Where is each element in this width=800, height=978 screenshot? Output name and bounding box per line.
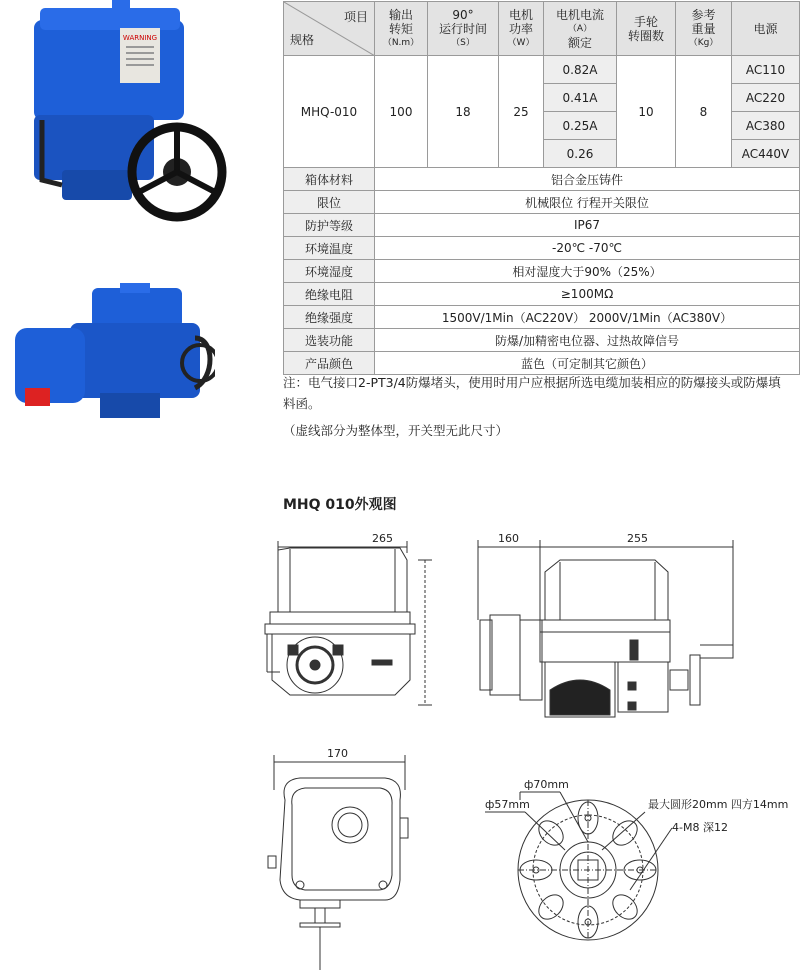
prop-label: 环境温度 xyxy=(284,237,375,260)
cell-model: MHQ-010 xyxy=(284,56,375,168)
cell-current: 0.25A xyxy=(544,112,617,140)
header-model: 规格 xyxy=(290,33,315,47)
prop-label: 箱体材料 xyxy=(284,168,375,191)
prop-label: 产品颜色 xyxy=(284,352,375,375)
bottom-view xyxy=(268,755,408,970)
warning-label-text: WARNING xyxy=(122,34,158,42)
cell-power: 25 xyxy=(499,56,544,168)
prop-value: 1500V/1Min（AC220V） 2000V/1Min（AC380V） xyxy=(375,306,800,329)
cell-current: 0.41A xyxy=(544,84,617,112)
prop-value: 机械限位 行程开关限位 xyxy=(375,191,800,214)
header-weight: 参考 重量 （Kg） xyxy=(676,2,732,56)
cell-weight: 8 xyxy=(676,56,732,168)
note-dashed: （虚线部分为整体型，开关型无此尺寸） xyxy=(283,423,509,438)
cell-current: 0.82A xyxy=(544,56,617,84)
cell-supply: AC110 xyxy=(732,56,800,84)
dim-side-right: 255 xyxy=(627,532,648,545)
dim-side-left: 160 xyxy=(498,532,519,545)
prop-label: 绝缘强度 xyxy=(284,306,375,329)
dim-bottom-width: 170 xyxy=(327,747,348,760)
dim-max-circle: 最大圆形20mm 四方14mm xyxy=(648,798,789,811)
prop-value: ≥100MΩ xyxy=(375,283,800,306)
header-run-time: 90° 运行时间 （S） xyxy=(428,2,499,56)
cell-supply: AC220 xyxy=(732,84,800,112)
front-view xyxy=(265,541,432,705)
prop-label: 防护等级 xyxy=(284,214,375,237)
drawing-title: MHQ 010外观图 xyxy=(283,497,397,513)
prop-label: 环境湿度 xyxy=(284,260,375,283)
prop-value: IP67 xyxy=(375,214,800,237)
header-torque: 输出 转矩 （N.m） xyxy=(375,2,428,56)
note-connector: 注：电气接口2-PT3/4防爆堵头，使用时用户应根据所选电缆加装相应的防爆接头或防爆填料函。 xyxy=(283,375,781,411)
dim-phi70: ф70mm xyxy=(524,778,569,791)
header-item: 项目 xyxy=(343,10,368,24)
cell-current: 0.26 xyxy=(544,140,617,168)
prop-value: 铝合金压铸件 xyxy=(375,168,800,191)
prop-label: 绝缘电阻 xyxy=(284,283,375,306)
dim-bolts: 4-M8 深12 xyxy=(672,821,728,834)
flange-view xyxy=(485,792,672,940)
prop-label: 选装功能 xyxy=(284,329,375,352)
header-supply: 电源 xyxy=(732,2,800,56)
prop-value: 相对湿度大于90%（25%） xyxy=(375,260,800,283)
prop-value: -20℃ -70℃ xyxy=(375,237,800,260)
dim-phi57: ф57mm xyxy=(485,798,530,811)
prop-label: 限位 xyxy=(284,191,375,214)
cell-torque: 100 xyxy=(375,56,428,168)
header-power: 电机 功率 （W） xyxy=(499,2,544,56)
dim-front-width: 265 xyxy=(372,532,393,545)
cell-supply: AC380 xyxy=(732,112,800,140)
cell-handwheel: 10 xyxy=(617,56,676,168)
header-current: 电机电流 （A） 额定 xyxy=(544,2,617,56)
header-handwheel: 手轮 转圈数 xyxy=(617,2,676,56)
prop-value: 蓝色（可定制其它颜色） xyxy=(375,352,800,375)
cell-supply: AC440V xyxy=(732,140,800,168)
cell-run-time: 18 xyxy=(428,56,499,168)
prop-value: 防爆/加精密电位器、过热故障信号 xyxy=(375,329,800,352)
side-view xyxy=(478,540,733,717)
